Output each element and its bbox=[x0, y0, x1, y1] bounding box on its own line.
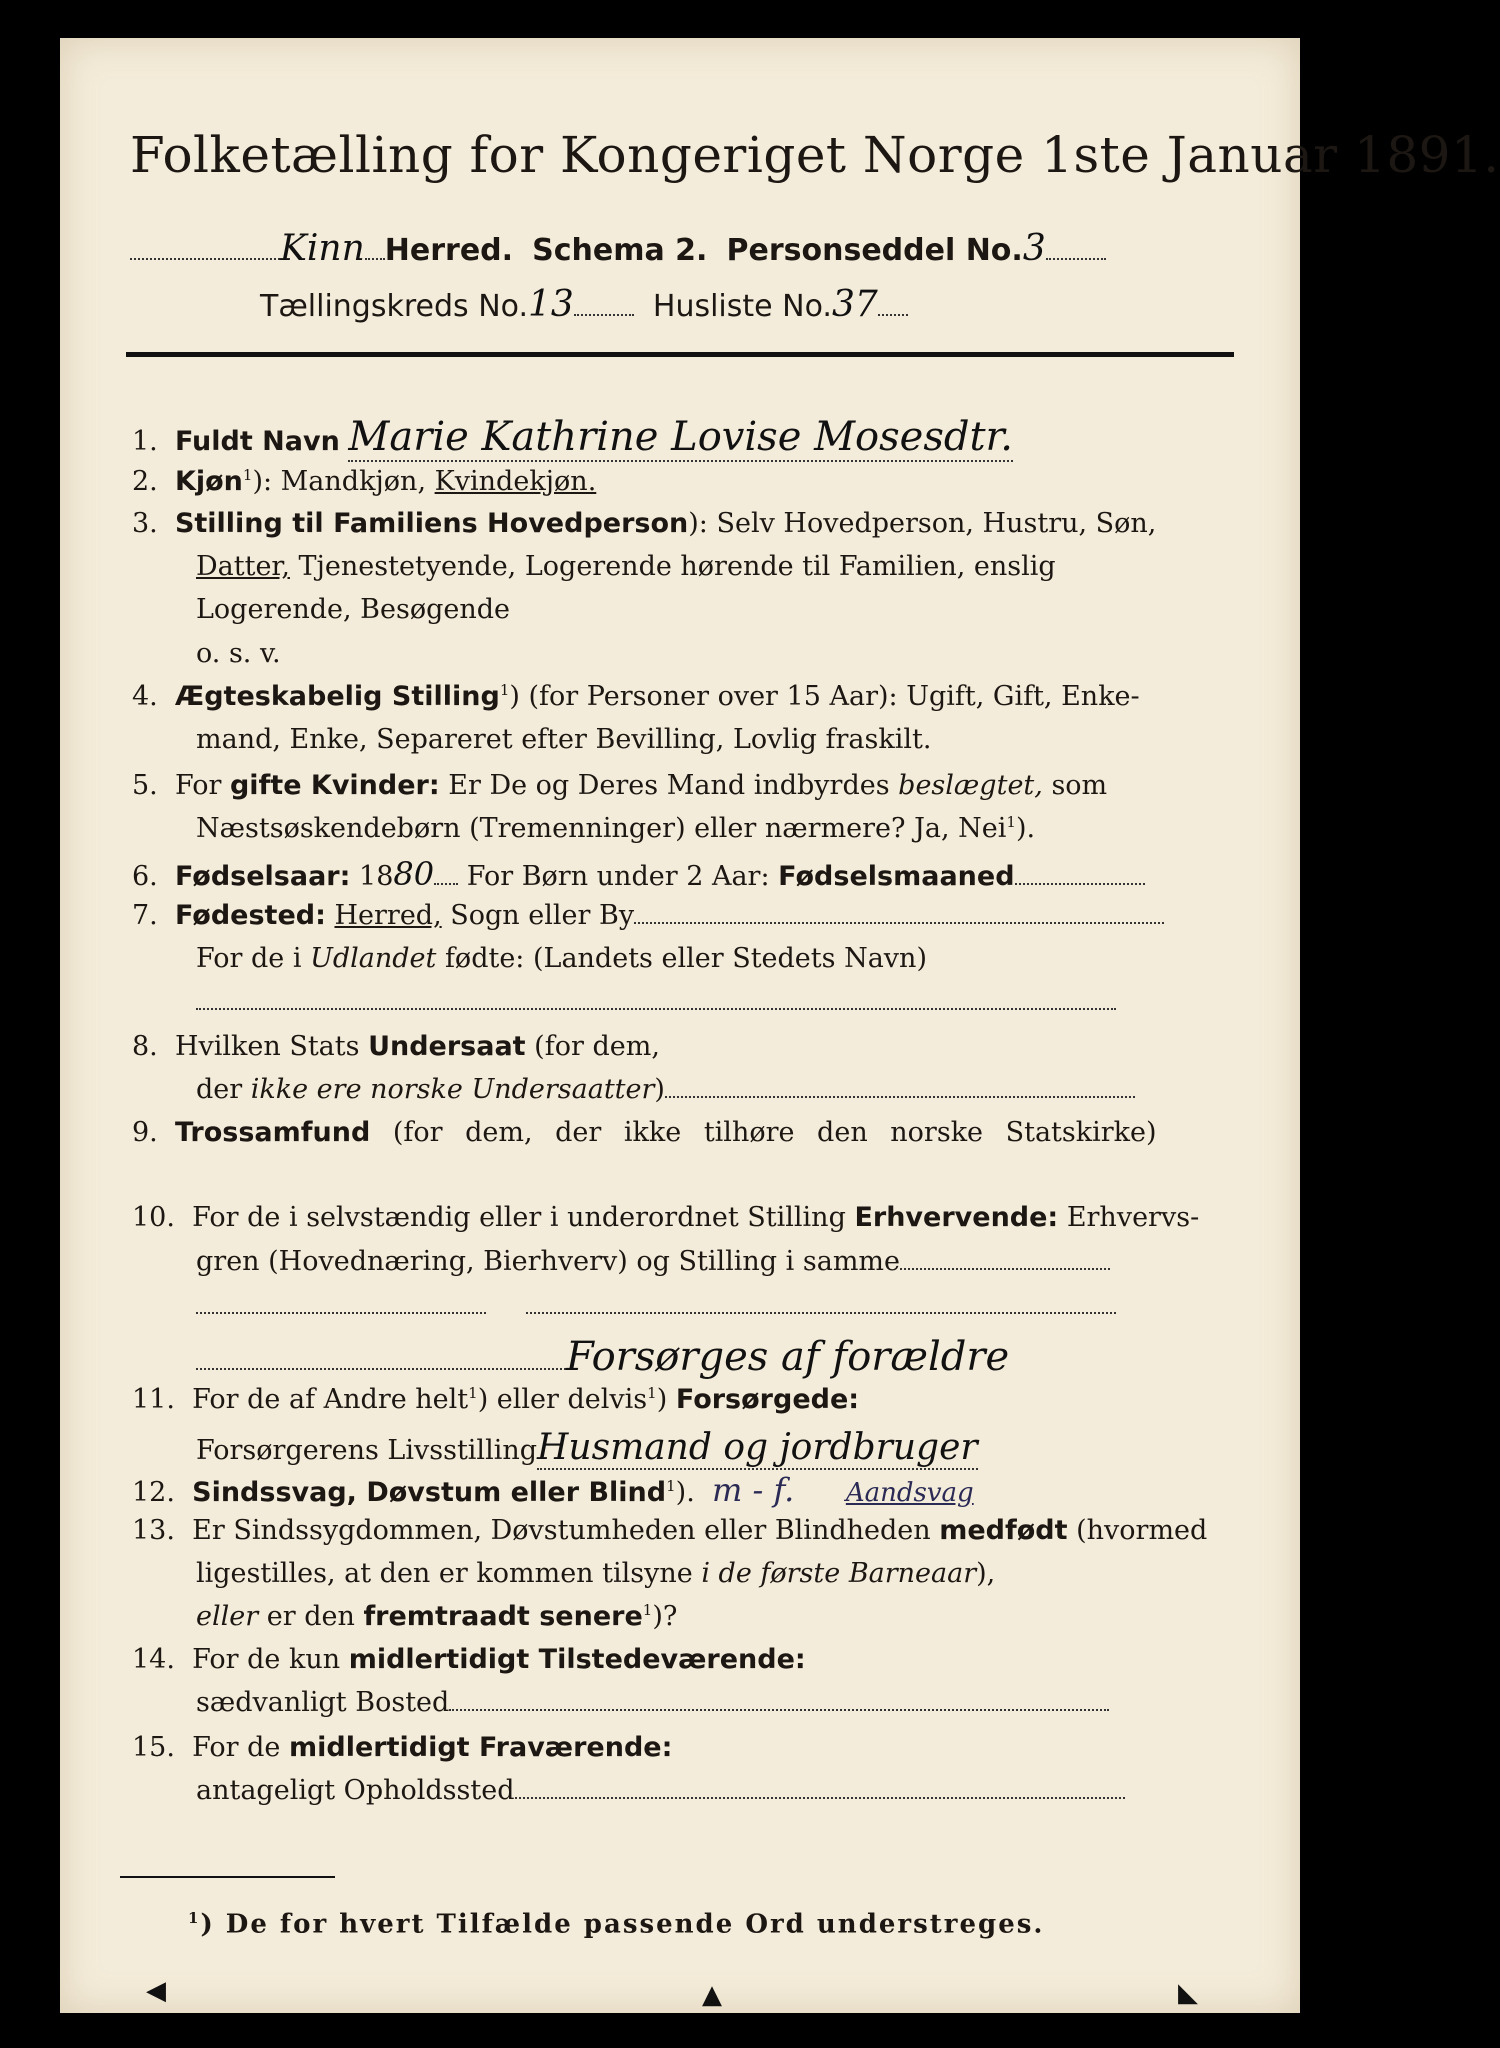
schema-label: Schema 2. bbox=[532, 233, 708, 268]
husliste-label: Husliste No. bbox=[652, 289, 832, 324]
item-14: 14. For de kun midlertidigt Tilstedeværende: bbox=[132, 1644, 806, 1675]
census-form: Folketælling for Kongeriget Norge 1ste Januar 1891. Kinn Herred. Schema 2. Personseddel No.3 Tællingskreds No.13 Husliste No.37 1. Fuldt Navn Marie Kathrine Lovise Mosesdtr. 2. Kjøn$^1$): Mandkjøn, Kvindekjøn. 3. Stilling til Familiens Hovedperson): Selv Hovedperson, Hustru, Søn, Datter, Tjenestetyende, Logerende hørende til Familien, enslig Logerende, Besøgende o. s. v. 4. Ægteskabelig Stilling$^1$) (for Personer over 15 Aar): Ugift, Gift, Enke- mand, Enke, Separeret efter Bevilling, Lovlig fraskilt. 5. For gifte Kvinder: Er De og Deres Mand indbyrdes beslægtet, som Næstsøskendebørn (Tremenninger) eller nærmere? Ja, Nei$^1$). 6. Fødselsaar: 1880 For Børn under 2 Aar: Fødselsmaaned 7. Fødested: Herred, Sogn eller By For de i Udlandet fødte: (Landets eller Stedets Navn) 8. Hvilken Stats Undersaat (for dem, der ikke ere norske Undersaatter) 9. Trossamfund (for dem, der ikke tilhøre den norske Statskirke) 10. For de i selvstændig eller i underordnet Stilling Erhvervende: Erhvervs- gren (Hovednæring, Bierhverv) og Stilling i samme Forsørges af forældre 11. For de af Andre helt$^1$) eller delvis$^1$) Forsørgede: Forsørgerens LivsstillingHusmand og jordbruger 12. Sindssvag, Døvstum eller Blind$^1$). m - f. Aandsvag 13. Er Sindssygdommen, Døvstumheden eller Blindheden medfødt (hvormed ligestilles, at den er kommen tilsyne i de første Barneaar), eller er den fremtraadt senere$^1$)? 14. For de kun midlertidigt Tilstedeværende: sædvanligt Bosted 15. For de midlertidigt Fraværende: antageligt Opholdssted $^1$) De for hvert Tilfælde passende Ord understreges. ◀ ▲ ◣ bbox=[60, 38, 1300, 2013]
item-1 bbox=[132, 414, 1013, 460]
occupation-answer: Forsørges af forældre bbox=[566, 1334, 1010, 1380]
husliste-number: 37 bbox=[831, 284, 878, 325]
herred-line bbox=[130, 228, 1106, 269]
item-3: 3. Stilling til Familiens Hovedperson): Selv Hovedperson, Hustru, Søn, bbox=[132, 508, 1157, 539]
footnote: $^1$) De for hvert Tilfælde passende Ord understreges. bbox=[188, 1909, 1045, 1940]
item-6: 6. Fødselsaar: 1880 For Børn under 2 Aar: Fødselsmaaned bbox=[132, 856, 1145, 893]
registration-mark: ◀ bbox=[146, 1976, 166, 2006]
herred-handwritten: Kinn bbox=[280, 228, 365, 269]
disability-answer: m - f. bbox=[711, 1471, 795, 1509]
supporter-occupation-answer: Husmand og jordbruger bbox=[537, 1427, 978, 1468]
item-label: Fuldt Navn bbox=[174, 426, 340, 457]
dotted-line bbox=[130, 240, 280, 260]
personseddel-number: 3 bbox=[1022, 228, 1046, 269]
underlined-answer: Herred, bbox=[334, 900, 442, 931]
item-15: 15. For de midlertidigt Fraværende: bbox=[132, 1732, 673, 1763]
header-rule bbox=[126, 352, 1234, 357]
registration-mark: ▲ bbox=[702, 1980, 722, 2010]
herred-label: Herred. bbox=[384, 233, 514, 268]
item-8: 8. Hvilken Stats Undersaat (for dem, bbox=[132, 1031, 660, 1062]
form-title: Folketælling for Kongeriget Norge 1ste Januar 1891. bbox=[130, 126, 1500, 184]
footnote-rule bbox=[120, 1876, 335, 1878]
name-answer: Marie Kathrine Lovise Mosesdtr. bbox=[348, 414, 1013, 460]
kreds-line bbox=[260, 284, 908, 325]
disability-note: Aandsvag bbox=[845, 1478, 974, 1508]
kreds-label: Tællingskreds No. bbox=[260, 289, 528, 324]
kreds-number: 13 bbox=[528, 284, 574, 325]
item-2: 2. Kjøn$^1$): Mandkjøn, Kvindekjøn. bbox=[132, 466, 597, 497]
item-7: 7. Fødested: Herred, Sogn eller By bbox=[132, 900, 1164, 931]
registration-mark: ◣ bbox=[1178, 1978, 1198, 2008]
item-number: 1. bbox=[132, 426, 158, 457]
item-11: 11. For de af Andre helt$^1$) eller delvis$^1$) Forsørgede: bbox=[132, 1384, 860, 1415]
dotted-line bbox=[196, 990, 1116, 1010]
item-12: 12. Sindssvag, Døvstum eller Blind$^1$). m - f. Aandsvag bbox=[132, 1471, 974, 1509]
underlined-answer: Kvindekjøn. bbox=[434, 466, 597, 497]
item-13: 13. Er Sindssygdommen, Døvstumheden eller Blindheden medfødt (hvormed bbox=[132, 1515, 1208, 1546]
item-4: 4. Ægteskabelig Stilling$^1$) (for Personer over 15 Aar): Ugift, Gift, Enke- bbox=[132, 681, 1140, 712]
item-5: 5. For gifte Kvinder: Er De og Deres Mand indbyrdes beslægtet, som bbox=[132, 770, 1108, 801]
personseddel-label: Personseddel No. bbox=[726, 233, 1023, 268]
item-10: 10. For de i selvstændig eller i underordnet Stilling Erhvervende: Erhvervs- bbox=[132, 1202, 1200, 1233]
item-9: 9. Trossamfund (for dem, der ikke tilhøre den norske Statskirke) bbox=[132, 1117, 1157, 1148]
underlined-answer: Datter, bbox=[196, 551, 290, 582]
birth-year-answer: 80 bbox=[393, 855, 435, 893]
